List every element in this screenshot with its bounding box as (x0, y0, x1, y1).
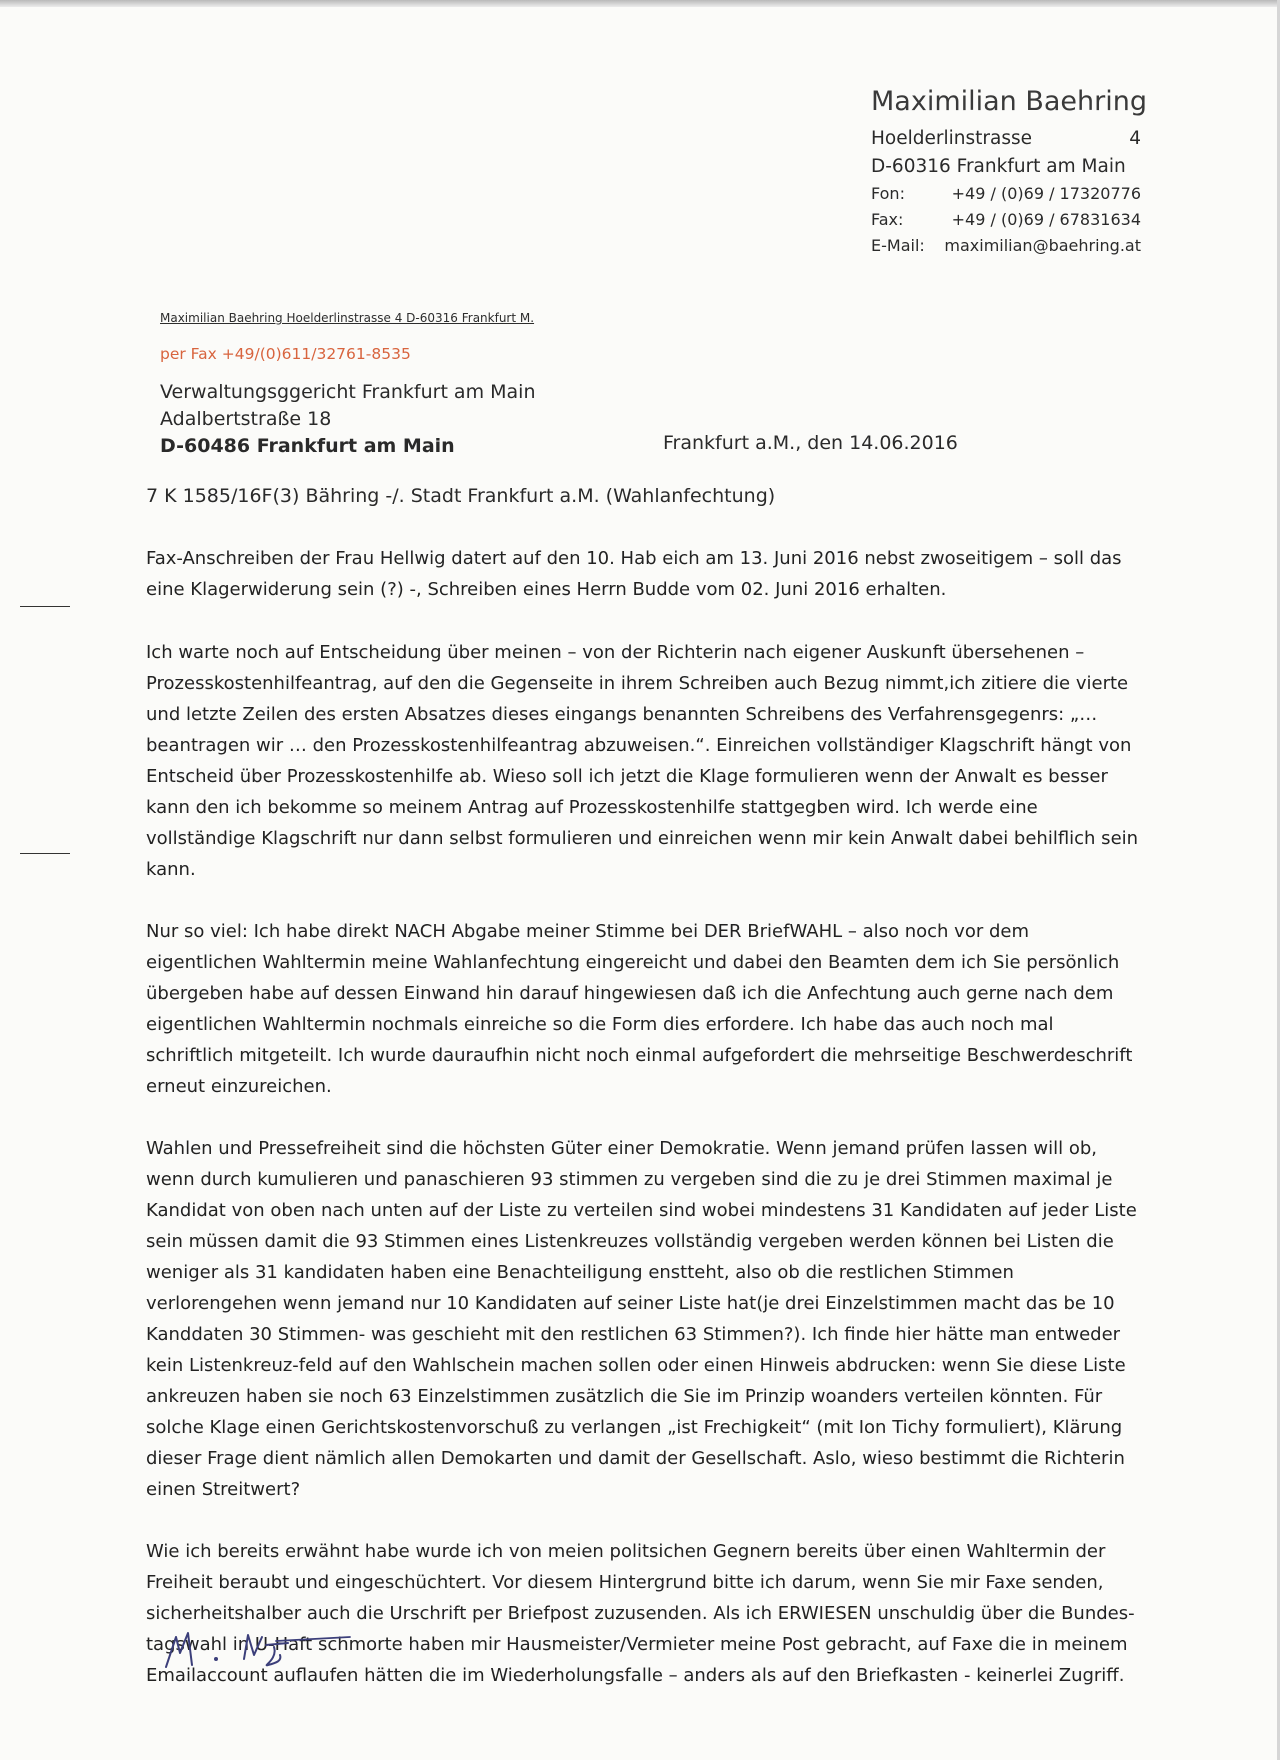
fold-mark-top (20, 606, 70, 607)
fax-route: per Fax +49/(0)611/32761-8535 (160, 345, 411, 363)
scan-top-edge (0, 0, 1280, 7)
sender-email-line (871, 233, 1141, 259)
body-paragraph: Wahlen und Pressefreiheit sind die höchsten Güter einer Demokratie. Wenn jemand prüfen lassen will ob, wenn durch kumulieren und panaschieren 93 stimmen zu vergeben sind die zu je drei Stimmen maximal je Kandidat von oben nach unten auf der Liste zu verteilen sind wobei mindestens 31 Kandidaten auf jeder Liste sein müssen damit die 93 Stimmen eines Listenkreuzes vollständig vergeben werden können bei Listen die weniger als 31 kandidaten haben eine Benachteiligung enstteht, also ob die restlichen Stimmen verlorengehen wenn jemand nur 10 Kandidaten auf seiner Liste hat(je drei Einzelstimmen macht das be 10 Kanddaten 30 Stimmen- was geschieht mit den restlichen 63 Stimmen?). Ich finde hier hätte man entweder kein Listenkreuz-feld auf den Wahlschein machen sollen oder einen Hinweis abdrucken: wenn Sie diese Liste ankreuzen haben sie noch 63 Einzelstimmen zusätzlich die Sie im Prinzip woanders verteilen könnten. Für solche Klage einen Gerichtskostenvorschuß zu verlangen „ist Frechigkeit“ (mit Ion Tichy formuliert), Klärung dieser Frage dient nämlich allen Demokarten und damit der Gesellschaft. Aslo, wieso bestimmt die Richterin einen Streitwert? (146, 1138, 1137, 1500)
email-label: E-Mail: (871, 236, 925, 255)
case-reference: 7 K 1585/16F(3) Bähring -/. Stadt Frankfurt a.M. (Wahlanfechtung) (146, 485, 776, 507)
sender-street: Hoelderlinstrasse (871, 128, 1032, 149)
recipient-street: Adalbertstraße 18 (160, 408, 332, 430)
fax-number: +49 / (0)69 / 67831634 (951, 210, 1141, 229)
recipient-court: Verwaltungsggericht Frankfurt am Main (160, 381, 536, 403)
fold-mark-middle (20, 853, 70, 854)
email-address: maximilian@baehring.at (944, 236, 1141, 255)
sender-name: Maximilian Baehring (871, 86, 1148, 117)
sender-house-number: 4 (1129, 128, 1141, 149)
body-paragraph: Nur so viel: Ich habe direkt NACH Abgabe meiner Stimme bei DER BriefWAHL – also noch vor dem eigentlichen Wahltermin meine Wahlanfechtung eingereicht und dabei den Beamten dem ich Sie persönlich übergeben habe auf dessen Einwand hin darauf hingewiesen daß ich die Anfechtung auch gerne nach dem eigentlichen Wahltermin nochmals einreiche so die Form dies erfordere. Ich habe das auch noch mal schriftlich mitgeteilt. Ich wurde dauraufhin nicht noch einmal aufgefordert die mehrseitige Beschwerdeschrift erneut einzureichen. (146, 921, 1133, 1097)
recipient-city: D-60486 Frankfurt am Main (160, 435, 455, 457)
letter-date: Frankfurt a.M., den 14.06.2016 (663, 432, 958, 454)
fax-label: Fax: (871, 210, 904, 229)
body-paragraph: Fax-Anschreiben der Frau Hellwig datert auf den 10. Hab eich am 13. Juni 2016 nebst zwoseitigem – soll das eine Klagerwiderung sein (?) -, Schreiben eines Herrn Budde vom 02. Juni 2016 erhalten. (146, 548, 1122, 600)
phone-label: Fon: (871, 184, 905, 203)
body-paragraph: Wie ich bereits erwähnt habe wurde ich von meien politsichen Gegnern bereits über einen Wahltermin der Freiheit beraubt und eingeschüchtert. Vor diesem Hintergrund bitte ich darum, wenn Sie mir Faxe senden, sicherheitshalber auch die Urschrift per Briefpost zuzusenden. Als ich ERWIESEN unschuldig über die Bundes-tagswahl in U-Haft schmorte haben mir Hausmeister/Vermieter meine Post gebracht, auf Faxe die in meinem Emailaccount auflaufen hätten die im Wiederholungsfalle – anders als auf den Briefkasten - keinerlei Zugriff. (146, 1541, 1135, 1686)
sender-city: D-60316 Frankfurt am Main (871, 156, 1126, 177)
recipient-address (160, 379, 535, 460)
handwritten-signature (158, 1615, 368, 1675)
sender-phone-line (871, 181, 1141, 207)
phone-number: +49 / (0)69 / 17320776 (951, 184, 1141, 203)
sender-fax-line (871, 207, 1141, 233)
return-address: Maximilian Baehring Hoelderlinstrasse 4 D-60316 Frankfurt M. (160, 311, 535, 325)
letter-body (146, 543, 1144, 1722)
body-paragraph: Ich warte noch auf Entscheidung über meinen – von der Richterin nach eigener Auskunft übersehenen – Prozesskostenhilfeantrag, auf den die Gegenseite in ihrem Schreiben auch Bezug nimmt,ich zitiere die vierte und letzte Zeilen des ersten Absatzes dieses eingangs benannten Schreibens des Verfahrensgegenrs: „… beantragen wir … den Prozesskostenhilfeantrag abzuweisen.“. Einreichen vollständiger Klagschrift hängt von Entscheid über Prozesskostenhilfe ab. Wieso soll ich jetzt die Klage formulieren wenn der Anwalt es besser kann den ich bekomme so meinem Antrag auf Prozesskostenhilfe stattgegben wird. Ich werde eine vollständige Klagschrift nur dann selbst formulieren und einreichen wenn mir kein Anwalt dabei behilflich sein kann. (146, 642, 1139, 880)
sender-street-line (871, 125, 1141, 153)
sender-letterhead (871, 86, 1148, 259)
